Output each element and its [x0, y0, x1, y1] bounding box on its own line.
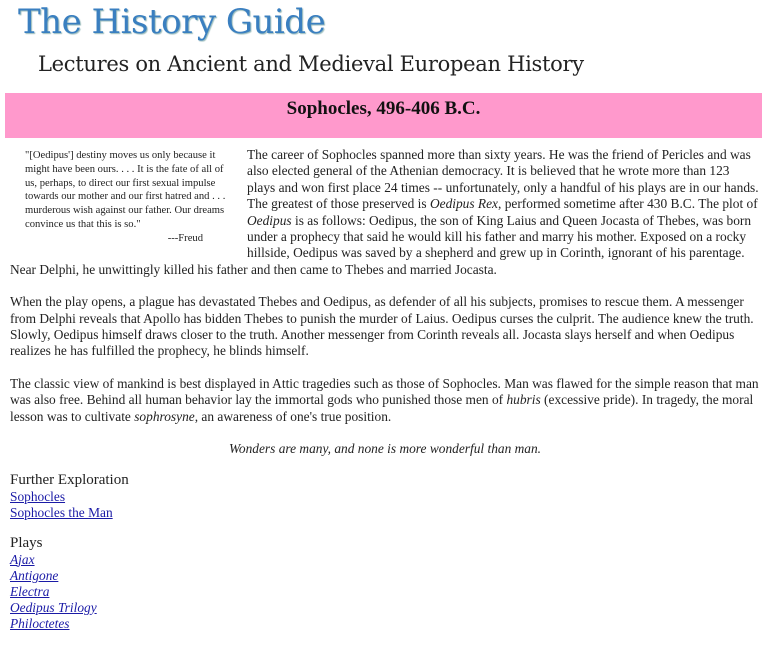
text: , an awareness of one's true position.: [194, 408, 392, 424]
link-oedipus-trilogy[interactable]: Oedipus Trilogy: [10, 599, 97, 615]
page-title: Sophocles, 496-406 B.C.: [286, 98, 481, 119]
site-logo[interactable]: The History Guide: [18, 2, 326, 42]
paragraph-classic-view: [10, 376, 760, 425]
quote-text: "[Oedipus'] destiny moves us only because it might have been ours. . . . It is the fate of all of us, perhaps, to direct our first sexual impulse towards our mother and our first hatred and . . . murderous wish against our father. Our dreams convince us that this is so.": [25, 150, 226, 230]
text-emphasis: Oedipus Rex: [429, 196, 498, 212]
freud-quote: [25, 149, 233, 246]
text: The classic view of mankind is best displayed in Attic tragedies such as those of Sophocles. Man was flawed for the simple reason that man was also free. Behind all human behavior lay the immortal gods who punished those men of: [10, 375, 759, 408]
title-banner: [5, 93, 762, 138]
site-subtitle: Lectures on Ancient and Medieval European History: [38, 52, 584, 76]
main-content: [10, 147, 760, 646]
text-emphasis: sophrosyne: [134, 408, 195, 424]
link-philoctetes[interactable]: Philoctetes: [10, 615, 70, 631]
link-sophocles-the-man[interactable]: Sophocles the Man: [10, 504, 113, 520]
text: The career of Sophocles spanned more than sixty years. He was the friend of Pericles and was also elected general of the Athenian democracy. It is believed that he wrote more than 123 plays and won first place 24 times -- unfortunately, only a handful of his plays are in our hands. The greatest of those preserved is: [247, 147, 759, 212]
link-electra[interactable]: Electra: [10, 583, 50, 599]
plays-list: [10, 535, 760, 632]
text: , performed sometime after 430 B.C. The plot of: [498, 196, 758, 212]
further-exploration: [10, 472, 760, 521]
text: (excessive pride). In tragedy, the moral lesson was to cultivate: [10, 392, 754, 424]
further-heading: Further Exploration: [10, 471, 129, 488]
motto: Wonders are many, and none is more wonderful than man.: [228, 441, 542, 457]
link-ajax[interactable]: Ajax: [10, 551, 35, 567]
text-emphasis: Oedipus: [247, 212, 292, 228]
paragraph-plot: When the play opens, a plague has devastated Thebes and Oedipus, as defender of all his subjects, promises to rescue them. A messenger from Delphi reveals that Apollo has bidden Thebes to punish the murder of Laius. Oedipus curses the culprit. The audience knew the truth. Slowly, Oedipus himself draws closer to the truth. Another messenger from Corinth reveals all. Jocasta slays herself and when Oedipus realizes he has fulfilled the prophecy, he blinds himself.: [10, 294, 754, 359]
plays-heading: Plays: [10, 534, 43, 551]
text-emphasis: hubris: [506, 392, 541, 408]
text: is as follows: Oedipus, the son of King Laius and Queen Jocasta of Thebes, was born under a prophecy that said he would kill his father and marry his mother. Exposed on a rocky hillside, Oedipus was saved by a shepherd and grew up in Corinth, ignorant of his parentage. Near Delphi, he unwittingly killed his father and then came to Thebes and married Jocasta.: [10, 212, 752, 277]
quote-author: ---Freud: [167, 232, 203, 244]
link-sophocles[interactable]: Sophocles: [10, 488, 66, 504]
link-antigone[interactable]: Antigone: [10, 567, 59, 583]
